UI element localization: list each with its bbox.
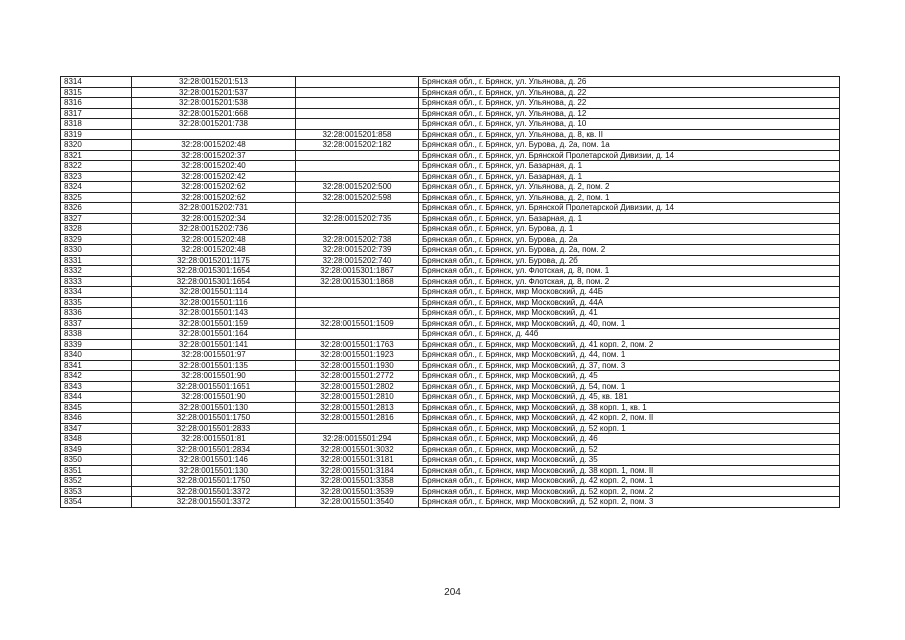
table-row [61, 350, 840, 361]
table-row [61, 381, 840, 392]
cadastral-number-cell: 32:28:0015501:164 [132, 329, 296, 340]
cadastral-number-cell: 32:28:0015201:513 [132, 77, 296, 88]
cadastral-number-cell: 32:28:0015501:146 [132, 455, 296, 466]
address-cell: Брянская обл., г. Брянск, ул. Бурова, д. 2а, пом. 1а [419, 140, 840, 151]
address-cell: Брянская обл., г. Брянск, мкр Московский, д. 41 [419, 308, 840, 319]
address-cell: Брянская обл., г. Брянск, мкр Московский, д. 52 [419, 444, 840, 455]
sub-cadastral-number-cell [296, 297, 419, 308]
row-number-cell: 8316 [61, 98, 132, 109]
row-number-cell: 8324 [61, 182, 132, 193]
table-row [61, 329, 840, 340]
table-row [61, 413, 840, 424]
cadastral-number-cell: 32:28:0015501:90 [132, 371, 296, 382]
address-cell: Брянская обл., г. Брянск, ул. Брянской Пролетарской Дивизии, д. 14 [419, 150, 840, 161]
sub-cadastral-number-cell: 32:28:0015501:3358 [296, 476, 419, 487]
cadastral-number-cell: 32:28:0015201:1175 [132, 255, 296, 266]
cadastral-number-cell: 32:28:0015501:141 [132, 339, 296, 350]
row-number-cell: 8350 [61, 455, 132, 466]
sub-cadastral-number-cell [296, 119, 419, 130]
table-row [61, 339, 840, 350]
row-number-cell: 8321 [61, 150, 132, 161]
address-cell: Брянская обл., г. Брянск, мкр Московский, д. 42 корп. 2, пом. 1 [419, 476, 840, 487]
sub-cadastral-number-cell: 32:28:0015202:740 [296, 255, 419, 266]
address-cell: Брянская обл., г. Брянск, мкр Московский, д. 41 корп. 2, пом. 2 [419, 339, 840, 350]
table-row [61, 287, 840, 298]
table-row [61, 87, 840, 98]
table-row [61, 182, 840, 193]
row-number-cell: 8348 [61, 434, 132, 445]
table-row [61, 434, 840, 445]
table-row [61, 308, 840, 319]
row-number-cell: 8339 [61, 339, 132, 350]
sub-cadastral-number-cell [296, 98, 419, 109]
cadastral-number-cell: 32:28:0015501:90 [132, 392, 296, 403]
cadastral-number-cell: 32:28:0015201:538 [132, 98, 296, 109]
sub-cadastral-number-cell: 32:28:0015202:500 [296, 182, 419, 193]
sub-cadastral-number-cell [296, 87, 419, 98]
sub-cadastral-number-cell [296, 423, 419, 434]
sub-cadastral-number-cell: 32:28:0015202:182 [296, 140, 419, 151]
table-row [61, 171, 840, 182]
cadastral-number-cell: 32:28:0015201:738 [132, 119, 296, 130]
address-cell: Брянская обл., г. Брянск, мкр Московский, д. 52 корп. 1 [419, 423, 840, 434]
table-row [61, 98, 840, 109]
cadastral-number-cell: 32:28:0015202:48 [132, 140, 296, 151]
table-row [61, 245, 840, 256]
row-number-cell: 8353 [61, 486, 132, 497]
sub-cadastral-number-cell: 32:28:0015501:2816 [296, 413, 419, 424]
registry-table-body [61, 77, 840, 508]
table-row [61, 255, 840, 266]
address-cell: Брянская обл., г. Брянск, мкр Московский, д. 38 корп. 1, пом. II [419, 465, 840, 476]
address-cell: Брянская обл., г. Брянск, мкр Московский, д. 44А [419, 297, 840, 308]
row-number-cell: 8337 [61, 318, 132, 329]
table-row [61, 360, 840, 371]
sub-cadastral-number-cell: 32:28:0015202:735 [296, 213, 419, 224]
table-row [61, 297, 840, 308]
address-cell: Брянская обл., г. Брянск, ул. Бурова, д. 2а, пом. 2 [419, 245, 840, 256]
sub-cadastral-number-cell: 32:28:0015501:2802 [296, 381, 419, 392]
cadastral-number-cell: 32:28:0015501:130 [132, 402, 296, 413]
address-cell: Брянская обл., г. Брянск, ул. Брянской Пролетарской Дивизии, д. 14 [419, 203, 840, 214]
address-cell: Брянская обл., г. Брянск, ул. Ульянова, д. 12 [419, 108, 840, 119]
sub-cadastral-number-cell: 32:28:0015501:1763 [296, 339, 419, 350]
cadastral-number-cell: 32:28:0015202:48 [132, 234, 296, 245]
table-row [61, 119, 840, 130]
cadastral-number-cell: 32:28:0015501:159 [132, 318, 296, 329]
table-row [61, 423, 840, 434]
sub-cadastral-number-cell: 32:28:0015501:1509 [296, 318, 419, 329]
row-number-cell: 8340 [61, 350, 132, 361]
sub-cadastral-number-cell [296, 287, 419, 298]
cadastral-number-cell: 32:28:0015301:1654 [132, 266, 296, 277]
row-number-cell: 8332 [61, 266, 132, 277]
table-row [61, 497, 840, 508]
address-cell: Брянская обл., г. Брянск, мкр Московский, д. 52 корп. 2, пом. 3 [419, 497, 840, 508]
row-number-cell: 8322 [61, 161, 132, 172]
sub-cadastral-number-cell: 32:28:0015501:3184 [296, 465, 419, 476]
table-row [61, 266, 840, 277]
sub-cadastral-number-cell: 32:28:0015501:3181 [296, 455, 419, 466]
address-cell: Брянская обл., г. Брянск, мкр Московский, д. 35 [419, 455, 840, 466]
address-cell: Брянская обл., г. Брянск, ул. Бурова, д. 2а [419, 234, 840, 245]
cadastral-number-cell: 32:28:0015501:135 [132, 360, 296, 371]
row-number-cell: 8334 [61, 287, 132, 298]
table-row [61, 392, 840, 403]
table-row [61, 140, 840, 151]
row-number-cell: 8335 [61, 297, 132, 308]
sub-cadastral-number-cell: 32:28:0015202:738 [296, 234, 419, 245]
address-cell: Брянская обл., г. Брянск, мкр Московский, д. 45 [419, 371, 840, 382]
sub-cadastral-number-cell: 32:28:0015501:2772 [296, 371, 419, 382]
cadastral-number-cell: 32:28:0015501:97 [132, 350, 296, 361]
address-cell: Брянская обл., г. Брянск, мкр Московский, д. 44Б [419, 287, 840, 298]
row-number-cell: 8341 [61, 360, 132, 371]
address-cell: Брянская обл., г. Брянск, мкр Московский, д. 40, пом. 1 [419, 318, 840, 329]
sub-cadastral-number-cell: 32:28:0015501:3539 [296, 486, 419, 497]
row-number-cell: 8344 [61, 392, 132, 403]
address-cell: Брянская обл., г. Брянск, ул. Ульянова, д. 8, кв. II [419, 129, 840, 140]
cadastral-number-cell: 32:28:0015202:48 [132, 245, 296, 256]
table-row [61, 129, 840, 140]
cadastral-number-cell: 32:28:0015202:34 [132, 213, 296, 224]
table-row [61, 371, 840, 382]
row-number-cell: 8338 [61, 329, 132, 340]
cadastral-number-cell: 32:28:0015202:736 [132, 224, 296, 235]
address-cell: Брянская обл., г. Брянск, мкр Московский, д. 37, пом. 3 [419, 360, 840, 371]
row-number-cell: 8317 [61, 108, 132, 119]
sub-cadastral-number-cell [296, 329, 419, 340]
table-row [61, 476, 840, 487]
address-cell: Брянская обл., г. Брянск, ул. Ульянова, д. 22 [419, 98, 840, 109]
cadastral-number-cell: 32:28:0015501:2833 [132, 423, 296, 434]
table-row [61, 486, 840, 497]
address-cell: Брянская обл., г. Брянск, д. 44б [419, 329, 840, 340]
row-number-cell: 8315 [61, 87, 132, 98]
table-row [61, 161, 840, 172]
address-cell: Брянская обл., г. Брянск, мкр Московский, д. 45, кв. 181 [419, 392, 840, 403]
sub-cadastral-number-cell [296, 203, 419, 214]
address-cell: Брянская обл., г. Брянск, мкр Московский, д. 42 корп. 2, пом. II [419, 413, 840, 424]
row-number-cell: 8331 [61, 255, 132, 266]
cadastral-number-cell: 32:28:0015202:42 [132, 171, 296, 182]
address-cell: Брянская обл., г. Брянск, ул. Флотская, д. 8, пом. 1 [419, 266, 840, 277]
row-number-cell: 8333 [61, 276, 132, 287]
cadastral-number-cell: 32:28:0015301:1654 [132, 276, 296, 287]
sub-cadastral-number-cell: 32:28:0015501:2810 [296, 392, 419, 403]
table-row [61, 402, 840, 413]
page-number: 204 [444, 587, 461, 598]
row-number-cell: 8329 [61, 234, 132, 245]
table-row [61, 213, 840, 224]
row-number-cell: 8342 [61, 371, 132, 382]
sub-cadastral-number-cell [296, 308, 419, 319]
cadastral-number-cell: 32:28:0015501:81 [132, 434, 296, 445]
row-number-cell: 8326 [61, 203, 132, 214]
row-number-cell: 8314 [61, 77, 132, 88]
sub-cadastral-number-cell: 32:28:0015301:1867 [296, 266, 419, 277]
row-number-cell: 8318 [61, 119, 132, 130]
table-row [61, 455, 840, 466]
address-cell: Брянская обл., г. Брянск, ул. Ульянова, д. 2, пом. 2 [419, 182, 840, 193]
sub-cadastral-number-cell: 32:28:0015501:294 [296, 434, 419, 445]
sub-cadastral-number-cell [296, 224, 419, 235]
cadastral-number-cell: 32:28:0015202:40 [132, 161, 296, 172]
row-number-cell: 8346 [61, 413, 132, 424]
row-number-cell: 8351 [61, 465, 132, 476]
row-number-cell: 8325 [61, 192, 132, 203]
cadastral-number-cell: 32:28:0015501:114 [132, 287, 296, 298]
row-number-cell: 8323 [61, 171, 132, 182]
cadastral-number-cell: 32:28:0015201:537 [132, 87, 296, 98]
address-cell: Брянская обл., г. Брянск, ул. Ульянова, д. 26 [419, 77, 840, 88]
sub-cadastral-number-cell: 32:28:0015501:3032 [296, 444, 419, 455]
sub-cadastral-number-cell [296, 161, 419, 172]
sub-cadastral-number-cell: 32:28:0015301:1868 [296, 276, 419, 287]
sub-cadastral-number-cell: 32:28:0015201:858 [296, 129, 419, 140]
address-cell: Брянская обл., г. Брянск, мкр Московский, д. 54, пом. 1 [419, 381, 840, 392]
address-cell: Брянская обл., г. Брянск, ул. Бурова, д. 2б [419, 255, 840, 266]
sub-cadastral-number-cell: 32:28:0015501:1930 [296, 360, 419, 371]
table-row [61, 234, 840, 245]
sub-cadastral-number-cell: 32:28:0015202:739 [296, 245, 419, 256]
cadastral-number-cell: 32:28:0015501:1750 [132, 476, 296, 487]
address-cell: Брянская обл., г. Брянск, мкр Московский, д. 38 корп. 1, кв. 1 [419, 402, 840, 413]
row-number-cell: 8349 [61, 444, 132, 455]
address-cell: Брянская обл., г. Брянск, ул. Базарная, д. 1 [419, 161, 840, 172]
sub-cadastral-number-cell: 32:28:0015501:1923 [296, 350, 419, 361]
address-cell: Брянская обл., г. Брянск, ул. Флотская, д. 8, пом. 2 [419, 276, 840, 287]
cadastral-number-cell: 32:28:0015501:3372 [132, 497, 296, 508]
address-cell: Брянская обл., г. Брянск, мкр Московский, д. 52 корп. 2, пом. 2 [419, 486, 840, 497]
table-row [61, 318, 840, 329]
cadastral-number-cell: 32:28:0015501:116 [132, 297, 296, 308]
table-row [61, 150, 840, 161]
table-row [61, 77, 840, 88]
address-cell: Брянская обл., г. Брянск, ул. Ульянова, д. 2, пом. 1 [419, 192, 840, 203]
cadastral-number-cell: 32:28:0015202:731 [132, 203, 296, 214]
row-number-cell: 8319 [61, 129, 132, 140]
cadastral-number-cell: 32:28:0015501:130 [132, 465, 296, 476]
cadastral-number-cell: 32:28:0015501:3372 [132, 486, 296, 497]
address-cell: Брянская обл., г. Брянск, мкр Московский, д. 44, пом. 1 [419, 350, 840, 361]
row-number-cell: 8336 [61, 308, 132, 319]
cadastral-number-cell: 32:28:0015202:62 [132, 182, 296, 193]
address-cell: Брянская обл., г. Брянск, мкр Московский, д. 46 [419, 434, 840, 445]
registry-table [60, 76, 840, 508]
row-number-cell: 8327 [61, 213, 132, 224]
table-row [61, 465, 840, 476]
sub-cadastral-number-cell: 32:28:0015202:598 [296, 192, 419, 203]
cadastral-number-cell: 32:28:0015201:668 [132, 108, 296, 119]
row-number-cell: 8347 [61, 423, 132, 434]
sub-cadastral-number-cell [296, 108, 419, 119]
cadastral-number-cell: 32:28:0015202:37 [132, 150, 296, 161]
table-row [61, 224, 840, 235]
cadastral-number-cell: 32:28:0015501:1651 [132, 381, 296, 392]
row-number-cell: 8354 [61, 497, 132, 508]
table-row [61, 108, 840, 119]
cadastral-number-cell: 32:28:0015501:1750 [132, 413, 296, 424]
row-number-cell: 8320 [61, 140, 132, 151]
address-cell: Брянская обл., г. Брянск, ул. Базарная, д. 1 [419, 213, 840, 224]
cadastral-number-cell: 32:28:0015501:143 [132, 308, 296, 319]
row-number-cell: 8328 [61, 224, 132, 235]
address-cell: Брянская обл., г. Брянск, ул. Ульянова, д. 10 [419, 119, 840, 130]
row-number-cell: 8345 [61, 402, 132, 413]
cadastral-number-cell [132, 129, 296, 140]
table-row [61, 444, 840, 455]
table-row [61, 192, 840, 203]
row-number-cell: 8352 [61, 476, 132, 487]
cadastral-number-cell: 32:28:0015202:62 [132, 192, 296, 203]
address-cell: Брянская обл., г. Брянск, ул. Ульянова, д. 22 [419, 87, 840, 98]
row-number-cell: 8343 [61, 381, 132, 392]
sub-cadastral-number-cell [296, 77, 419, 88]
sub-cadastral-number-cell [296, 150, 419, 161]
table-row [61, 276, 840, 287]
address-cell: Брянская обл., г. Брянск, ул. Базарная, д. 1 [419, 171, 840, 182]
cadastral-number-cell: 32:28:0015501:2834 [132, 444, 296, 455]
address-cell: Брянская обл., г. Брянск, ул. Бурова, д. 1 [419, 224, 840, 235]
sub-cadastral-number-cell [296, 171, 419, 182]
sub-cadastral-number-cell: 32:28:0015501:2813 [296, 402, 419, 413]
table-row [61, 203, 840, 214]
row-number-cell: 8330 [61, 245, 132, 256]
sub-cadastral-number-cell: 32:28:0015501:3540 [296, 497, 419, 508]
